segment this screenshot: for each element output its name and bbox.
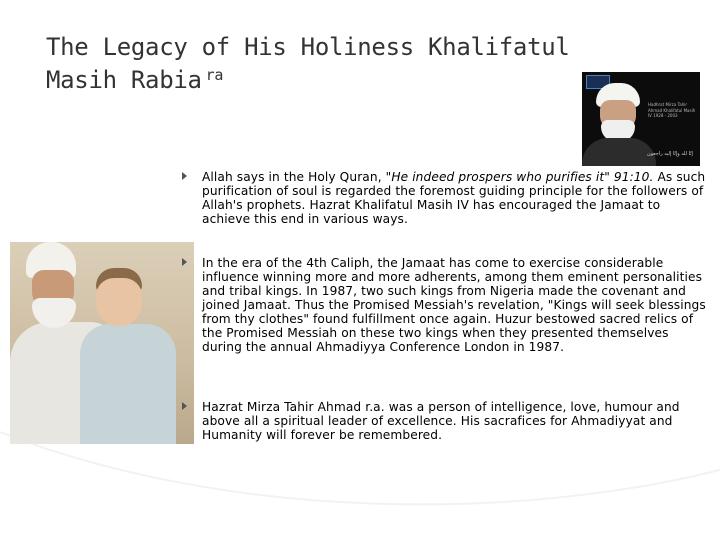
title-superscript: ra xyxy=(205,66,224,84)
portrait-arabic-text: إنّا لله وإنّا إليه راجعون xyxy=(647,151,693,157)
portrait-photo xyxy=(582,72,700,166)
slide-title xyxy=(46,33,606,94)
photo-child-face xyxy=(96,278,142,326)
bullet-arrow-icon xyxy=(182,172,187,180)
bullet-quote: Allah says in the Holy Quran, "He indeed prospers who purifies it" 91:10. xyxy=(202,170,654,184)
bullet-arrow-icon xyxy=(182,402,187,410)
photo-child-body xyxy=(80,324,176,444)
bullet-text: In the era of the 4th Caliph, the Jamaat has come to exercise considerable influence winning more and more adherents, among them eminent personalities and tribal kings. In 1987, two such kings from Nigeria made the covenant and joined Jamaat. Thus the Promised Messiah's revelation, "Kings will seek blessings from thy clothes" found fulfillment once again. Huzur bestowed sacred relics of the Promised Messiah on these two kings when they presented themselves during the annual Ahmadiyya Conference London in 1987. xyxy=(202,256,706,354)
title-text: The Legacy of His Holiness Khalifatul Masih Rabia xyxy=(46,33,570,94)
bullet-arrow-icon xyxy=(182,258,187,266)
bullet-body: As such purification of soul is regarded the foremost guiding principle for the followers of Allah's prophets. Hazrat Khalifatul Masih IV has encouraged the Jamaat to achieve this end in various ways. xyxy=(202,170,706,226)
bullet-text xyxy=(202,170,710,226)
portrait-caption: Hadhrat Mirza Tahir Ahmad Khalifatul Masih IV 1928 - 2003 xyxy=(648,102,696,118)
bullet-text: Hazrat Mirza Tahir Ahmad r.a. was a person of intelligence, love, humour and above all a spiritual leader of excellence. His sacrafices for Ahmadiyyat and Humanity will forever be remembered. xyxy=(202,400,680,442)
caliph-with-child-photo xyxy=(10,242,194,444)
